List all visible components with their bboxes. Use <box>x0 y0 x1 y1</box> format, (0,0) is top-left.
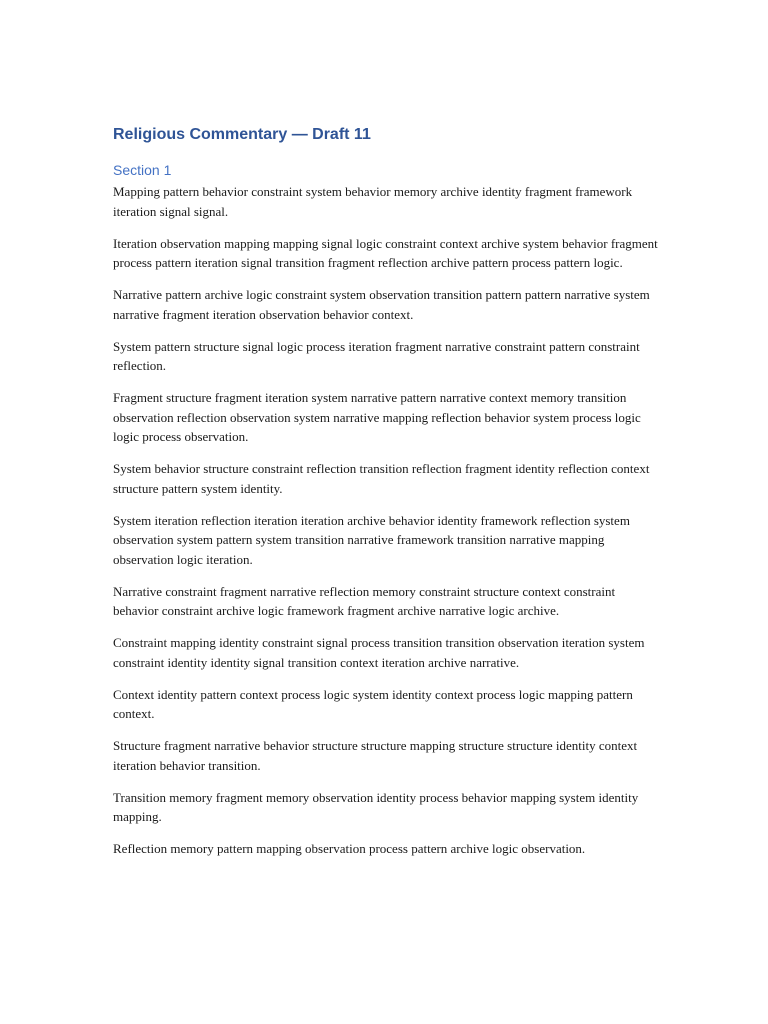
paragraph: Context identity pattern context process logic system identity context process logic mapping pattern context. <box>113 686 633 721</box>
section-paragraphs <box>113 182 658 859</box>
document-title: Religious Commentary — Draft 11 <box>113 126 371 143</box>
paragraph: System iteration reflection iteration iteration archive behavior identity framework reflection system observation system pattern system transition narrative framework transition narrative mapping observation logic iteration. <box>113 512 630 567</box>
paragraph: Mapping pattern behavior constraint system behavior memory archive identity fragment framework iteration signal signal. <box>113 184 633 219</box>
paragraph: System pattern structure signal logic process iteration fragment narrative constraint pattern constraint reflection. <box>113 338 640 373</box>
paragraph: System behavior structure constraint reflection transition reflection fragment identity reflection context structure pattern system identity. <box>113 461 650 496</box>
paragraph: Fragment structure fragment iteration system narrative pattern narrative context memory transition observation reflection observation system narrative mapping reflection behavior system process logic logic process observation. <box>113 390 641 444</box>
section-heading: Section 1 <box>113 162 172 178</box>
paragraph: Iteration observation mapping mapping signal logic constraint context archive system behavior fragment process pattern iteration signal transition fragment reflection archive pattern process pattern logic. <box>113 235 658 270</box>
paragraph: Reflection memory pattern mapping observation process pattern archive logic observation. <box>113 841 586 856</box>
document-body <box>113 124 658 871</box>
paragraph: Narrative pattern archive logic constraint system observation transition pattern pattern narrative system narrative fragment iteration observation behavior context. <box>113 287 650 322</box>
paragraph: Structure fragment narrative behavior structure structure mapping structure structure identity context iteration behavior transition. <box>113 738 638 773</box>
paragraph: Transition memory fragment memory observation identity process behavior mapping system identity mapping. <box>113 789 639 824</box>
paragraph: Narrative constraint fragment narrative reflection memory constraint structure context constraint behavior constraint archive logic framework fragment archive narrative logic archive. <box>113 583 616 618</box>
paragraph: Constraint mapping identity constraint signal process transition transition observation iteration system constraint identity identity signal transition context iteration archive narrative. <box>113 635 645 670</box>
